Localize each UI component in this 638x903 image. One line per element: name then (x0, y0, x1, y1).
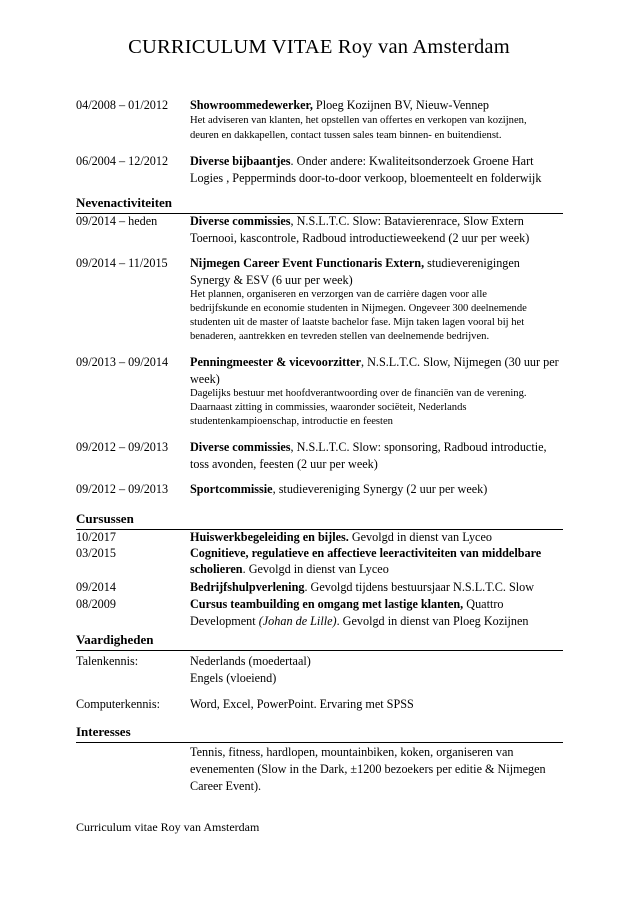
activity-text: , studievereniging Synergy (2 uur per week) (272, 482, 488, 496)
activity-date: 09/2014 – heden (76, 214, 158, 228)
course-text: . Gevolgd in dienst van Lyceo (242, 562, 389, 576)
activity-text: Toernooi, kascontrole, Radboud introductieweekend (2 uur per week) (190, 231, 530, 245)
course-entry (190, 597, 504, 612)
work-text: Ploeg Kozijnen BV, Nieuw-Vennep (312, 98, 490, 112)
course-text: . Gevolgd tijdens bestuursjaar N.S.L.T.C. Slow (304, 580, 535, 594)
skill-value: Engels (vloeiend) (190, 671, 277, 685)
course-entry (190, 580, 534, 595)
activity-title: Nijmegen Career Event Functionaris Extern, (190, 256, 425, 270)
course-entry (190, 614, 529, 629)
activity-text: , N.S.L.T.C. Slow, Nijmegen (30 uur per (361, 355, 559, 369)
course-entry (190, 562, 389, 577)
activity-detail: studenten uit de master of laatste bachelor fase. Mijn taken lagen vooral bij het (190, 317, 525, 328)
activity-title: Diverse commissies (190, 440, 291, 454)
activity-detail: Daarnaast zitting in commissies, waaronder sociëteit, Nederlands (190, 402, 467, 413)
course-title: Cursus teambuilding en omgang met lastige klanten, (190, 597, 464, 611)
activity-entry (190, 355, 559, 370)
work-date: 06/2004 – 12/2012 (76, 154, 169, 168)
activity-date: 09/2012 – 09/2013 (76, 440, 169, 454)
section-heading-vaardigheden: Vaardigheden (76, 632, 563, 651)
activity-title: Diverse commissies (190, 214, 291, 228)
course-title: scholieren (190, 562, 243, 576)
activity-text: , N.S.L.T.C. Slow: Batavierenrace, Slow Extern (290, 214, 524, 228)
course-text: (Johan de Lille) (258, 614, 337, 628)
section-heading-interesses: Interesses (76, 724, 563, 743)
section-heading-nevenactiviteiten: Nevenactiviteiten (76, 195, 563, 214)
course-entry (190, 530, 492, 545)
activity-entry (190, 256, 520, 271)
work-detail: Het adviseren van klanten, het opstellen van offertes en verkopen van kozijnen, (190, 115, 527, 126)
course-text: . Gevolgd in dienst van Ploeg Kozijnen (336, 614, 529, 628)
course-date: 08/2009 (76, 597, 116, 611)
course-title: Bedrijfshulpverlening (190, 580, 305, 594)
activity-detail: benaderen, aantrekken en tevreden stellen van deelnemende bedrijven. (190, 331, 490, 342)
activity-detail: Dagelijks bestuur met hoofdverantwoording over de financiën van de verening. (190, 388, 527, 399)
activity-title: Sportcommissie (190, 482, 273, 496)
activity-text: Synergy & ESV (6 uur per week) (190, 273, 353, 287)
course-title: Huiswerkbegeleiding en bijles. (190, 530, 349, 544)
activity-title: Penningmeester & vicevoorzitter (190, 355, 362, 369)
activity-date: 09/2014 – 11/2015 (76, 256, 168, 270)
work-entry (190, 98, 489, 113)
activity-entry (190, 482, 487, 497)
page-title: CURRICULUM VITAE Roy van Amsterdam (128, 36, 510, 58)
course-date: 09/2014 (76, 580, 116, 594)
course-text: Development (190, 614, 259, 628)
work-text: Logies , Pepperminds door-to-door verkoop, bloementeelt en folderwijk (190, 171, 542, 185)
activity-date: 09/2012 – 09/2013 (76, 482, 169, 496)
skill-value: Word, Excel, PowerPoint. Ervaring met SPSS (190, 697, 414, 711)
skill-label: Computerkennis: (76, 697, 160, 711)
course-title: Cognitieve, regulatieve en affectieve leeractiviteiten van middelbare (190, 546, 542, 560)
activity-text: toss avonden, feesten (2 uur per week) (190, 457, 378, 471)
work-date: 04/2008 – 01/2012 (76, 98, 169, 112)
course-text: Gevolgd in dienst van Lyceo (348, 530, 492, 544)
skill-value: Nederlands (moedertaal) (190, 654, 311, 668)
activity-detail: bedrijfskunde en economie studenten in Nijmegen. Ongeveer 300 deelnemende (190, 303, 527, 314)
work-text: . Onder andere: Kwaliteitsonderzoek Groene Hart (290, 154, 534, 168)
activity-text: , N.S.L.T.C. Slow: sponsoring, Radboud introductie, (290, 440, 547, 454)
activity-date: 09/2013 – 09/2014 (76, 355, 169, 369)
interests-text: Tennis, fitness, hardlopen, mountainbiken, koken, organiseren van (190, 745, 514, 759)
skill-label: Talenkennis: (76, 654, 139, 668)
work-entry (190, 154, 534, 169)
work-detail: deuren en dakkapellen, contact tussen sales team binnen- en buitendienst. (190, 130, 502, 141)
course-date: 03/2015 (76, 546, 116, 560)
activity-detail: studentenkampioenschap, introductie en feesten (190, 416, 393, 427)
section-heading-cursussen: Cursussen (76, 511, 563, 530)
work-title: Diverse bijbaantjes (190, 154, 291, 168)
activity-text: studieverenigingen (424, 256, 520, 270)
activity-entry (190, 440, 547, 455)
interests-text: Career Event). (190, 779, 262, 793)
work-title: Showroommedewerker, (190, 98, 313, 112)
course-text: Quattro (463, 597, 504, 611)
activity-detail: Het plannen, organiseren en verzorgen van de carrière dagen voor alle (190, 289, 487, 300)
course-date: 10/2017 (76, 530, 116, 544)
activity-text: week) (190, 372, 220, 386)
activity-entry (190, 214, 524, 229)
page-footer: Curriculum vitae Roy van Amsterdam (76, 820, 260, 834)
interests-text: evenementen (Slow in the Dark, ±1200 bezoekers per editie & Nijmegen (190, 762, 546, 776)
